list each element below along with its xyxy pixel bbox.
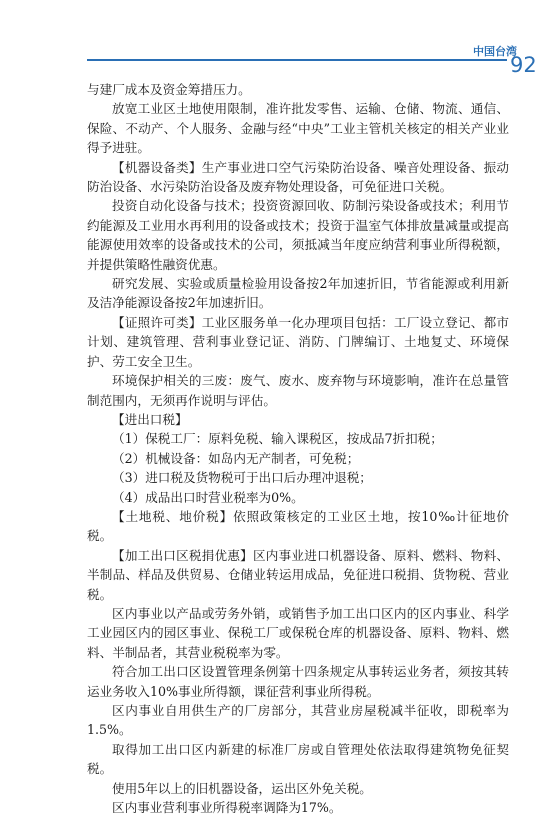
page-number: 92 [510, 53, 537, 77]
paragraph: 【证照许可类】工业区服务单一化办理项目包括：工厂设立登记、都市计划、建筑管理、营利事业登记证、消防、门牌编订、土地复丈、环境保护、劳工安全卫生。 [87, 314, 509, 369]
list-item: （1）保税工厂：原料免税、输入课税区，按成品7折扣税； [112, 431, 443, 447]
paragraph: 【进出口税】 [112, 411, 188, 427]
list-item: （3）进口税及货物税可于出口后办理冲退税； [112, 470, 372, 486]
paragraph: 符合加工出口区设置管理条例第十四条规定从事转运业务者，须按其转运业务收入10%事业所得额，课征营利事业所得税。 [87, 664, 509, 699]
paragraph: 区内事业以产品或劳务外销，或销售予加工出口区内的区内事业、科学工业园区内的园区事业、保税工厂或保税仓库的机器设备、原料、物料、燃料、半制品者，其营业税税率为零。 [87, 605, 509, 660]
paragraph: 区内事业自用供生产的厂房部分，其营业房屋税减半征收，即税率为1.5%。 [87, 703, 509, 738]
paragraph: 【加工出口区税捐优惠】区内事业进口机器设备、原料、燃料、物料、半制品、样品及供贸易、仓储业转运用成品，免征进口税捐、货物税、营业税。 [87, 547, 509, 602]
list-item: （2）机械设备：如岛内无产制者，可免税； [112, 450, 360, 466]
paragraph: 使用5年以上的旧机器设备，运出区外免关税。 [112, 780, 372, 796]
header-divider [87, 59, 507, 61]
paragraph: 研究发展、实验或质量检验用设备按2年加速折旧，节省能源或利用新及洁净能源设备按2年加速折旧。 [87, 276, 509, 311]
paragraph: 区内事业营利事业所得税率调降为17%。 [112, 800, 342, 816]
paragraph: 环境保护相关的三废：废气、废水、废弃物与环境影响，准许在总量管制范围内，无须再作说明与评估。 [87, 373, 509, 408]
section-title: 中国台湾 [473, 45, 517, 58]
paragraph: 【土地税、地价税】依照政策核定的工业区土地，按10‰计征地价税。 [87, 508, 509, 544]
body-text [87, 80, 509, 817]
paragraph: 【机器设备类】生产事业进口空气污染防治设备、噪音处理设备、振动防治设备、水污染防治设备及废弃物处理设备，可免征进口关税。 [87, 159, 509, 195]
list-item: （4）成品出口时营业税率为0%。 [112, 489, 304, 505]
paragraph: 投资自动化设备与技术；投资资源回收、防制污染设备或技术；利用节约能源及工业用水再利用的设备或技术；投资于温室气体排放量减量或提高能源使用效率的设备或技术的公司，须抵减当年度应纳营利事业所得税额，并提供策略性融资优惠。 [87, 198, 509, 272]
paragraph: 与建厂成本及资金筹措压力。 [87, 82, 251, 97]
paragraph: 放宽工业区土地使用限制，准许批发零售、运输、仓储、物流、通信、保险、不动产、个人服务、金融与经“中央”工业主管机关核定的相关产业业得予进驻。 [87, 101, 509, 156]
paragraph: 取得加工出口区内新建的标准厂房或自管理处依法取得建筑物免征契税。 [87, 741, 509, 777]
